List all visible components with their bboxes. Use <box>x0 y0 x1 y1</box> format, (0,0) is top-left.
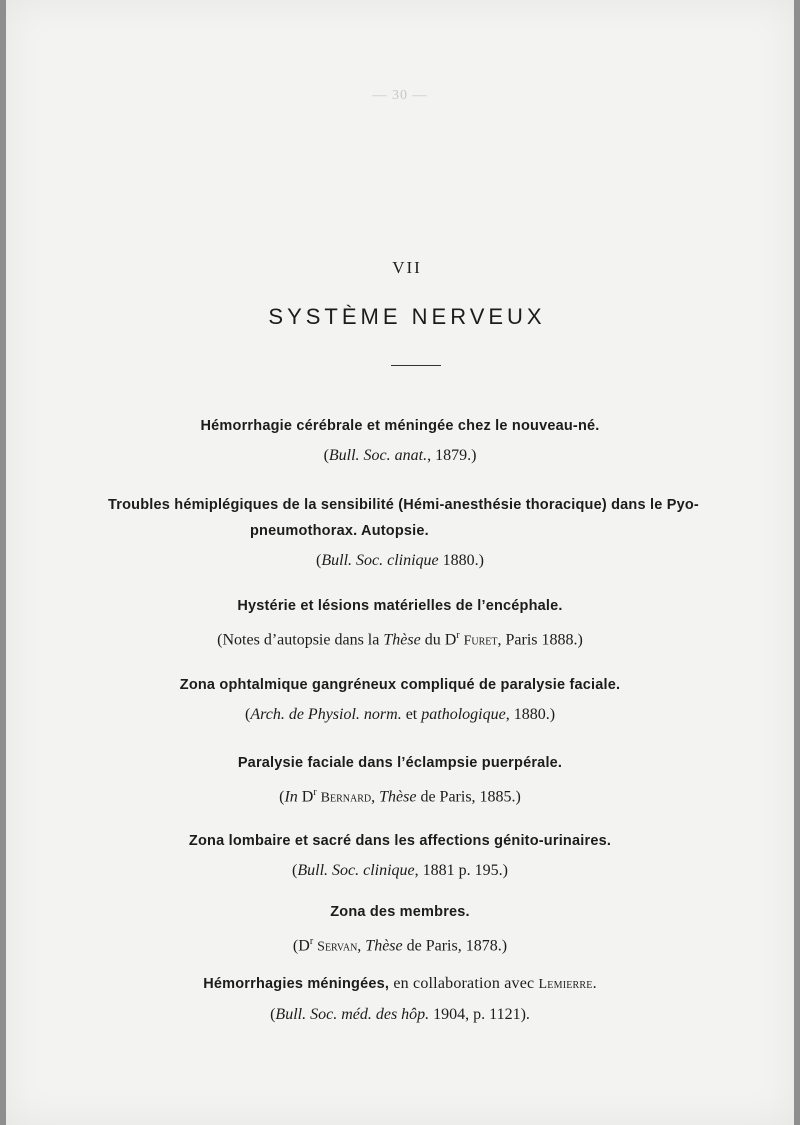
entry-reference: (Notes d’autopsie dans la Thèse du $D^r$ Furet, Paris 1888.) <box>217 630 583 649</box>
entry-title: Zona des membres. <box>330 904 470 920</box>
document-page <box>6 0 794 1125</box>
title-divider <box>391 365 441 366</box>
section-title: SYSTÈME NERVEUX <box>268 304 546 329</box>
entry-title: Paralysie faciale dans l’éclampsie puerpérale. <box>237 755 563 771</box>
entry-reference: (In $D^r$ Bernard, Thèse de Paris, 1885.) <box>279 787 521 806</box>
bibliography-entry <box>6 828 794 884</box>
bibliography-entry <box>6 492 794 574</box>
entry-reference: ($D^r$ Servan, Thèse de Paris, 1878.) <box>292 936 508 955</box>
entry-reference: (Bull. Soc. méd. des hôp. 1904, p. 1121). <box>270 1006 530 1023</box>
entry-title: Troubles hémiplégiques de la sensibilité (Hémi-anesthésie thoracique) dans le Pyo- pneumothorax. Autopsie. <box>108 497 699 539</box>
bibliography-entry <box>6 593 794 654</box>
entry-title: Hystérie et lésions matérielles de l’encéphale. <box>237 598 563 614</box>
bibliography-entry <box>6 750 794 811</box>
bibliography-entry <box>6 971 794 1028</box>
entry-reference: (Arch. de Physiol. norm. et pathologique, 1880.) <box>244 706 556 723</box>
entry-title: Zona ophtalmique gangréneux compliqué de paralysie faciale. <box>179 677 621 693</box>
bibliography-entry <box>6 413 794 469</box>
entry-reference: (Bull. Soc. anat., 1879.) <box>323 447 477 464</box>
page-number: — 30 — <box>372 88 428 103</box>
entry-title: Hémorrhagie cérébrale et méningée chez le nouveau-né. <box>200 418 600 434</box>
section-number: VII <box>392 258 422 277</box>
bibliography-entry <box>6 899 794 960</box>
entry-title: Hémorrhagies méningées, en collaboration avec Lemierre. <box>203 975 597 992</box>
entry-reference: (Bull. Soc. clinique 1880.) <box>316 552 484 569</box>
entry-reference: (Bull. Soc. clinique, 1881 p. 195.) <box>292 862 508 879</box>
bibliography-entry <box>6 672 794 728</box>
entry-title: Zona lombaire et sacré dans les affections génito-urinaires. <box>188 833 612 849</box>
